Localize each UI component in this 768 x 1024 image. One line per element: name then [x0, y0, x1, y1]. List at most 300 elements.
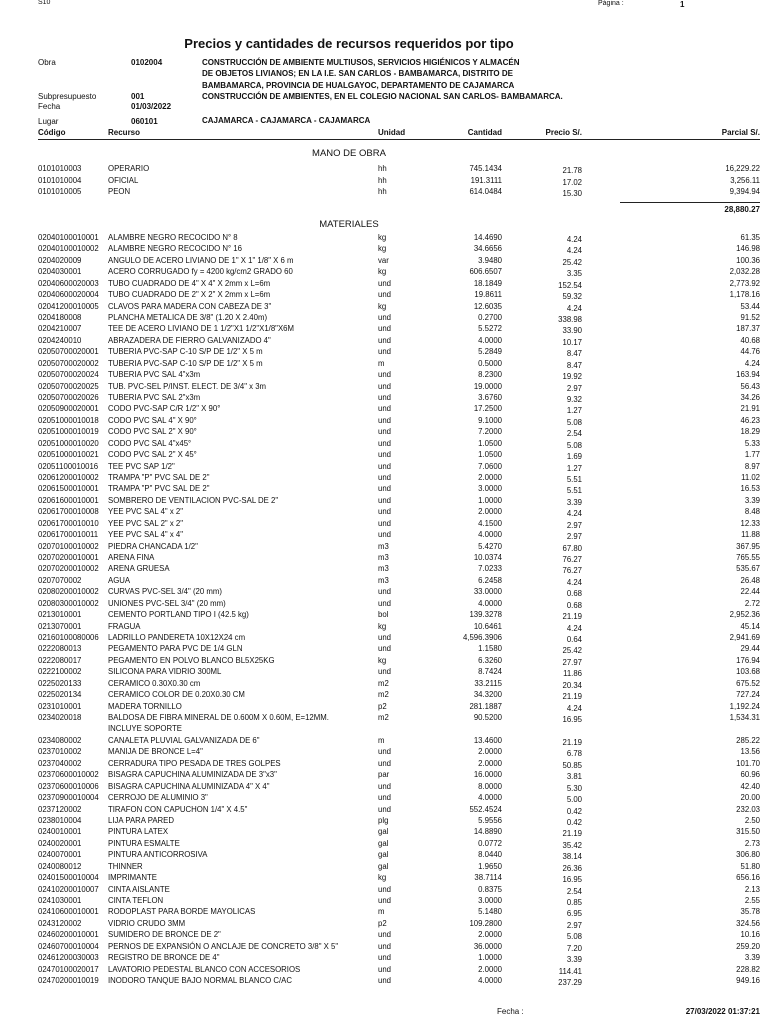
row-partial: 324.56	[736, 918, 760, 928]
row-quantity: 7.0233	[478, 564, 502, 574]
table-row	[0, 255, 768, 266]
row-unit: kg	[378, 233, 387, 242]
table-row	[0, 358, 768, 369]
row-price: 4.24	[566, 235, 582, 244]
row-quantity: 36.0000	[473, 941, 502, 951]
row-unit: gal	[378, 861, 389, 871]
row-code: 0225020134	[38, 690, 82, 700]
row-quantity: 4.0000	[478, 975, 502, 985]
row-price: 6.78	[566, 749, 582, 759]
table-row	[0, 884, 768, 895]
row-partial: 3.39	[744, 953, 760, 963]
row-code: 0222080013	[38, 644, 82, 654]
section-title-materiales: MATERIALES	[319, 219, 379, 230]
row-unit: und	[378, 747, 392, 757]
row-quantity: 109.2800	[469, 918, 502, 928]
row-price: 4.24	[566, 303, 582, 313]
row-description: TEE PVC SAP 1/2"	[108, 461, 175, 471]
row-unit: hh	[378, 187, 387, 196]
row-code: 02040100010001	[38, 233, 99, 242]
row-partial: 727.24	[736, 690, 760, 700]
row-description: CODO PVC SAL 4"x45°	[108, 438, 192, 448]
row-code: 02460200010001	[38, 930, 99, 940]
row-code: 0243120002	[38, 918, 82, 928]
row-description: BISAGRA CAPUCHINA ALUMINIZADA DE 3"x3"	[108, 770, 277, 780]
row-quantity: 10.0374	[473, 553, 502, 563]
row-unit: und	[378, 644, 392, 654]
row-code: 02041200010005	[38, 301, 99, 311]
row-code: 02050700020024	[38, 370, 99, 380]
table-row	[0, 735, 768, 746]
row-description: ABRAZADERA DE FIERRO GALVANIZADO 4"	[108, 335, 271, 345]
row-unit: gal	[378, 827, 389, 837]
row-partial: 51.80	[740, 861, 760, 871]
row-unit: und	[378, 381, 392, 391]
row-price: 1.69	[566, 452, 582, 462]
footer-fecha-value: 27/03/2022 01:37:21	[685, 1007, 760, 1016]
row-partial: 8.97	[744, 461, 760, 471]
row-unit: m2	[378, 678, 389, 688]
row-quantity: 1.0000	[478, 953, 502, 963]
row-description: TUB. PVC-SEL P/INST. ELECT. DE 3/4" x 3m	[108, 381, 267, 391]
row-code: 0225020133	[38, 678, 82, 688]
row-description: FRAGUA	[108, 621, 141, 631]
table-row	[0, 781, 768, 792]
row-price: 3.81	[566, 772, 582, 782]
row-quantity: 4.0000	[478, 530, 502, 540]
row-price: 9.32	[566, 395, 582, 405]
row-description: PERNOS DE EXPANSIÓN O ANCLAJE DE CONCRETO 3/8" X 5"	[108, 941, 339, 951]
row-unit: m3	[378, 575, 389, 585]
row-unit: kg	[378, 873, 387, 883]
fecha-value: 01/03/2022	[131, 102, 172, 111]
row-description: ALAMBRE NEGRO RECOCIDO N° 8	[108, 233, 238, 242]
row-price: 3.39	[566, 955, 582, 965]
row-partial: 100.36	[736, 255, 760, 265]
table-row	[0, 906, 768, 917]
row-description: TUBERIA PVC SAL 2"x3m	[108, 393, 201, 403]
row-description: TUBERIA PVC SAL 4"x3m	[108, 370, 201, 380]
page-number: 1	[680, 0, 685, 9]
table-row	[0, 266, 768, 277]
row-price: 3.39	[566, 497, 582, 507]
row-price: 17.02	[562, 177, 582, 187]
table-row	[0, 301, 768, 312]
table-row	[0, 712, 768, 723]
row-partial: 1.77	[744, 450, 760, 460]
row-description: YEE PVC SAL 4" x 2"	[108, 507, 184, 517]
row-description: SOMBRERO DE VENTILACION PVC-SAL DE 2"	[108, 495, 279, 505]
footer-fecha-label: Fecha :	[497, 1007, 524, 1016]
row-unit: kg	[378, 655, 387, 665]
row-description: PEGAMENTO PARA PVC DE 1/4 GLN	[108, 644, 243, 654]
row-price: 76.27	[562, 566, 582, 576]
row-description: TRAMPA "P" PVC SAL DE 2"	[108, 473, 210, 483]
row-unit: und	[378, 393, 392, 403]
row-unit: kg	[378, 267, 387, 277]
row-code: 0101010004	[38, 175, 82, 185]
row-description: OPERARIO	[108, 164, 150, 173]
lugar-label: Lugar	[38, 117, 59, 126]
row-code: 0237040002	[38, 758, 82, 768]
row-price: 76.27	[562, 555, 582, 565]
row-description: TUBO CUADRADO DE 2" X 2" X 2mm x L=6m	[108, 290, 271, 300]
row-quantity: 2.0000	[478, 758, 502, 768]
table-row	[0, 655, 768, 666]
row-quantity: 34.6656	[473, 244, 502, 254]
row-code: 02051000010019	[38, 427, 99, 437]
row-quantity: 5.2849	[478, 347, 502, 357]
row-unit: und	[378, 793, 392, 803]
row-unit: m2	[378, 690, 389, 700]
table-row	[0, 472, 768, 483]
table-row	[0, 495, 768, 506]
row-price: 11.86	[563, 669, 582, 679]
row-quantity: 552.4524	[469, 804, 502, 814]
row-partial: 56.43	[740, 381, 760, 391]
row-code: 0204030001	[38, 267, 82, 277]
row-description: BISAGRA CAPUCHINA ALUMINIZADA 4" X 4"	[108, 781, 270, 791]
row-quantity: 4.1500	[478, 518, 502, 528]
row-price: 114.41	[558, 966, 582, 976]
row-price: 237.29	[558, 977, 582, 987]
row-partial: 535.67	[736, 564, 760, 574]
row-code: 02370600010002	[38, 770, 99, 780]
table-row	[0, 701, 768, 712]
table-row	[0, 678, 768, 689]
row-price: 4.24	[566, 577, 582, 587]
row-code: 02070200010002	[38, 564, 99, 574]
row-price: 4.24	[566, 623, 582, 633]
row-code: 0237120002	[38, 804, 82, 814]
table-row	[0, 392, 768, 403]
row-description: MADERA TORNILLO	[108, 701, 182, 711]
table-row	[0, 872, 768, 883]
row-partial: 10.16	[740, 930, 760, 940]
row-quantity: 14.8890	[473, 827, 502, 837]
row-code: 0204240010	[38, 335, 82, 345]
row-description: YEE PVC SAL 4" x 4"	[108, 530, 184, 540]
table-row	[0, 449, 768, 460]
row-code: 02410200010007	[38, 884, 99, 894]
row-quantity: 9.1000	[478, 415, 502, 425]
row-description: TIRAFON CON CAPUCHON 1/4" X 4.5"	[108, 804, 248, 814]
row-code: 0101010003	[38, 164, 82, 173]
table-row	[0, 804, 768, 815]
row-description: PEGAMENTO EN POLVO BLANCO BL5X25KG	[108, 655, 275, 665]
row-price: 152.54	[558, 280, 582, 290]
row-quantity: 8.2300	[478, 370, 502, 380]
table-row	[0, 643, 768, 654]
lugar-code: 060101	[131, 117, 158, 126]
row-code: 02080300010002	[38, 598, 99, 608]
row-code: 02061200010002	[38, 473, 99, 483]
row-price: 50.85	[562, 760, 582, 770]
row-price: 8.47	[566, 360, 582, 370]
row-code: 0213070001	[38, 621, 82, 631]
row-partial: 103.68	[736, 667, 760, 677]
row-price: 4.24	[566, 246, 582, 256]
row-partial: 20.00	[740, 793, 760, 803]
table-row	[0, 849, 768, 860]
row-partial: 34.26	[740, 393, 760, 403]
row-description: PINTURA LATEX	[108, 827, 169, 837]
row-unit: und	[378, 438, 392, 448]
row-partial: 285.22	[736, 735, 760, 745]
column-header-parcial: Parcial S/.	[721, 128, 760, 137]
row-description: ARENA FINA	[108, 553, 155, 563]
table-row	[0, 403, 768, 414]
row-unit: hh	[378, 164, 387, 173]
row-description: TRAMPA "P" PVC SAL DE 2"	[108, 484, 210, 494]
row-description: ALAMBRE NEGRO RECOCIDO N° 16	[108, 244, 242, 254]
row-partial: 13.56	[740, 747, 760, 757]
table-row	[0, 175, 768, 186]
table-row	[0, 483, 768, 494]
row-code: 0231010001	[38, 701, 82, 711]
table-row	[0, 289, 768, 300]
row-code: 0222100002	[38, 667, 82, 677]
row-partial: 4.24	[744, 358, 760, 368]
row-unit: und	[378, 930, 392, 940]
table-row	[0, 792, 768, 803]
row-quantity: 2.0000	[478, 930, 502, 940]
row-partial: 35.78	[740, 907, 760, 917]
row-description: CURVAS PVC-SEL 3/4" (20 mm)	[108, 587, 222, 597]
row-partial: 11.02	[741, 473, 760, 483]
row-price: 1.27	[566, 463, 582, 473]
row-code: 0204020009	[38, 255, 82, 265]
row-quantity: 7.2000	[478, 427, 502, 437]
table-row	[0, 598, 768, 609]
row-price: 0.68	[566, 589, 582, 599]
row-unit: und	[378, 347, 392, 357]
row-quantity: 1.1580	[478, 644, 502, 654]
row-price: 0.42	[566, 806, 582, 816]
row-partial: 5.33	[744, 438, 760, 448]
row-unit: und	[378, 518, 392, 528]
row-unit: gal	[378, 838, 389, 848]
row-unit: par	[378, 770, 390, 780]
row-partial: 1,178.16	[729, 290, 760, 300]
table-row	[0, 415, 768, 426]
column-header-recurso: Recurso	[108, 128, 141, 137]
table-row	[0, 518, 768, 529]
row-code: 0240020001	[38, 838, 82, 848]
labor-subtotal: 28,880.27	[724, 205, 760, 214]
row-description: OFICIAL	[108, 175, 139, 185]
table-row	[0, 541, 768, 552]
row-unit: m3	[378, 553, 389, 563]
row-description: CANALETA PLUVIAL GALVANIZADA DE 6"	[108, 735, 260, 745]
row-description: TUBO CUADRADO DE 4" X 4" X 2mm x L=6m	[108, 278, 271, 288]
row-price: 2.97	[566, 920, 582, 930]
row-price: 16.95	[562, 875, 582, 885]
row-unit: und	[378, 313, 392, 322]
row-unit: und	[378, 415, 392, 425]
row-quantity: 10.6461	[473, 621, 502, 631]
row-description: LAVATORIO PEDESTAL BLANCO CON ACCESORIOS	[108, 964, 301, 974]
subpresupuesto-code: 001	[131, 92, 145, 101]
row-partial: 22.44	[740, 587, 760, 597]
row-code: 0234080002	[38, 735, 82, 745]
row-quantity: 0.0772	[478, 838, 502, 848]
row-quantity: 2.0000	[478, 747, 502, 757]
row-unit: bol	[378, 610, 389, 620]
row-quantity: 7.0600	[478, 461, 502, 471]
row-description: INODORO TANQUE BAJO NORMAL BLANCO C/AC	[108, 975, 292, 985]
row-description: LADRILLO PANDERETA 10X12X24 cm	[108, 633, 246, 643]
row-description: YEE PVC SAL 2" x 2"	[108, 518, 184, 528]
row-code: 02070100010002	[38, 541, 99, 551]
row-description: IMPRIMANTE	[108, 873, 157, 883]
row-partial: 2,941.69	[729, 633, 760, 643]
row-price: 0.68	[566, 600, 582, 610]
table-row	[0, 186, 768, 197]
row-description: MANIJA DE BRONCE L=4"	[108, 747, 203, 757]
row-unit: und	[378, 290, 392, 300]
row-unit: hh	[378, 175, 387, 185]
row-partial: 367.95	[736, 541, 760, 551]
row-description: PEON	[108, 187, 131, 196]
row-quantity: 8.0440	[478, 850, 502, 860]
table-row	[0, 312, 768, 323]
row-description: ACERO CORRUGADO fy = 4200 kg/cm2 GRADO 60	[108, 267, 293, 277]
row-price: 38.14	[562, 852, 582, 862]
row-quantity: 5.4270	[478, 541, 502, 551]
row-unit: und	[378, 804, 392, 814]
row-partial: 45.14	[740, 621, 760, 631]
row-partial: 8.48	[744, 507, 760, 517]
row-partial: 26.48	[740, 575, 760, 585]
row-price: 59.32	[562, 292, 582, 302]
row-description: TUBERIA PVC-SAP C-10 S/P DE 1/2" X 5 m	[108, 358, 263, 368]
row-partial: 675.52	[736, 678, 760, 688]
row-price: 2.54	[566, 886, 582, 896]
row-unit: und	[378, 507, 392, 517]
row-quantity: 5.1480	[478, 907, 502, 917]
row-unit: p2	[378, 918, 387, 928]
row-price: 5.08	[566, 440, 582, 450]
table-row	[0, 438, 768, 449]
row-unit: und	[378, 370, 392, 380]
row-description: PINTURA ESMALTE	[108, 838, 180, 848]
row-partial: 306.80	[736, 850, 760, 860]
row-code: 02050900020001	[38, 404, 99, 414]
row-code: 02370600010006	[38, 781, 99, 791]
row-price: 8.47	[566, 349, 582, 359]
row-description: INCLUYE SOPORTE	[108, 724, 182, 734]
row-quantity: 12.6035	[473, 301, 502, 311]
row-quantity: 90.5200	[473, 713, 502, 723]
row-code: 0240010001	[38, 827, 82, 837]
table-row	[0, 563, 768, 574]
row-quantity: 3.0000	[478, 895, 502, 905]
row-description: SILICONA PARA VIDRIO 300ML	[108, 667, 222, 677]
row-price: 19.92	[562, 372, 582, 382]
row-partial: 949.16	[736, 975, 760, 985]
row-price: 1.27	[566, 406, 582, 416]
table-row	[0, 323, 768, 334]
row-quantity: 1.0500	[478, 450, 502, 460]
table-row	[0, 632, 768, 643]
row-quantity: 4.0000	[478, 598, 502, 608]
row-code: 0222080017	[38, 655, 82, 665]
row-partial: 2,773.92	[729, 278, 760, 288]
row-code: 02160100080006	[38, 633, 99, 643]
table-row	[0, 689, 768, 700]
row-quantity: 19.8611	[474, 290, 502, 300]
row-partial: 53.44	[740, 301, 760, 311]
row-partial: 16.53	[740, 484, 760, 494]
row-quantity: 6.3260	[478, 655, 502, 665]
row-partial: 228.82	[736, 964, 760, 974]
row-description: CERROJO DE ALUMINIO 3"	[108, 793, 208, 803]
table-row	[0, 278, 768, 289]
row-price: 20.34	[562, 680, 582, 690]
row-price: 0.42	[566, 817, 582, 827]
row-code: 0234020018	[38, 713, 82, 723]
row-quantity: 4.0000	[478, 793, 502, 803]
row-quantity: 3.9480	[478, 255, 502, 265]
row-unit: und	[378, 758, 392, 768]
row-code: 02051000010020	[38, 438, 99, 448]
row-quantity: 0.5000	[478, 358, 502, 368]
table-row	[0, 666, 768, 677]
row-code: 0207070002	[38, 575, 82, 585]
row-price: 15.30	[562, 189, 582, 198]
row-code: 02040100010002	[38, 244, 99, 254]
row-code: 0240070001	[38, 850, 82, 860]
table-row	[0, 426, 768, 437]
report-title: Precios y cantidades de recursos requeridos por tipo	[184, 36, 514, 51]
row-quantity: 19.0000	[473, 381, 502, 391]
row-code: 02061500010001	[38, 484, 99, 494]
row-unit: und	[378, 895, 392, 905]
row-code: 02070200010001	[38, 553, 99, 563]
row-partial: 1,534.31	[729, 713, 760, 723]
row-quantity: 33.0000	[473, 587, 502, 597]
table-row	[0, 838, 768, 849]
row-partial: 2,952.36	[729, 610, 760, 620]
row-quantity: 5.9556	[478, 815, 502, 825]
row-price: 5.08	[566, 417, 582, 427]
row-code: 02040600020004	[38, 290, 99, 300]
row-description: SUMIDERO DE BRONCE DE 2"	[108, 930, 221, 940]
row-unit: kg	[378, 621, 387, 631]
row-code: 02370900010004	[38, 793, 99, 803]
row-description: PIEDRA CHANCADA 1/2"	[108, 541, 198, 551]
row-partial: 101.70	[736, 758, 760, 768]
row-price: 10.17	[562, 337, 582, 347]
row-quantity: 1.0500	[478, 438, 502, 448]
table-row	[0, 975, 768, 986]
table-row	[0, 746, 768, 757]
row-price: 6.95	[566, 909, 582, 919]
row-unit: plg	[378, 815, 389, 825]
row-quantity: 0.8375	[478, 884, 502, 894]
row-quantity: 281.1887	[469, 701, 502, 711]
table-row	[0, 609, 768, 620]
column-header-cantidad: Cantidad	[467, 128, 502, 137]
row-price: 0.85	[566, 897, 582, 907]
row-description: CODO PVC-SAP C/R 1/2" X 90°	[108, 404, 221, 414]
row-price: 5.08	[566, 932, 582, 942]
row-partial: 29.44	[740, 644, 760, 654]
row-code: 0237010002	[38, 747, 82, 757]
row-quantity: 614.0484	[469, 187, 502, 196]
row-price: 0.64	[566, 635, 582, 645]
